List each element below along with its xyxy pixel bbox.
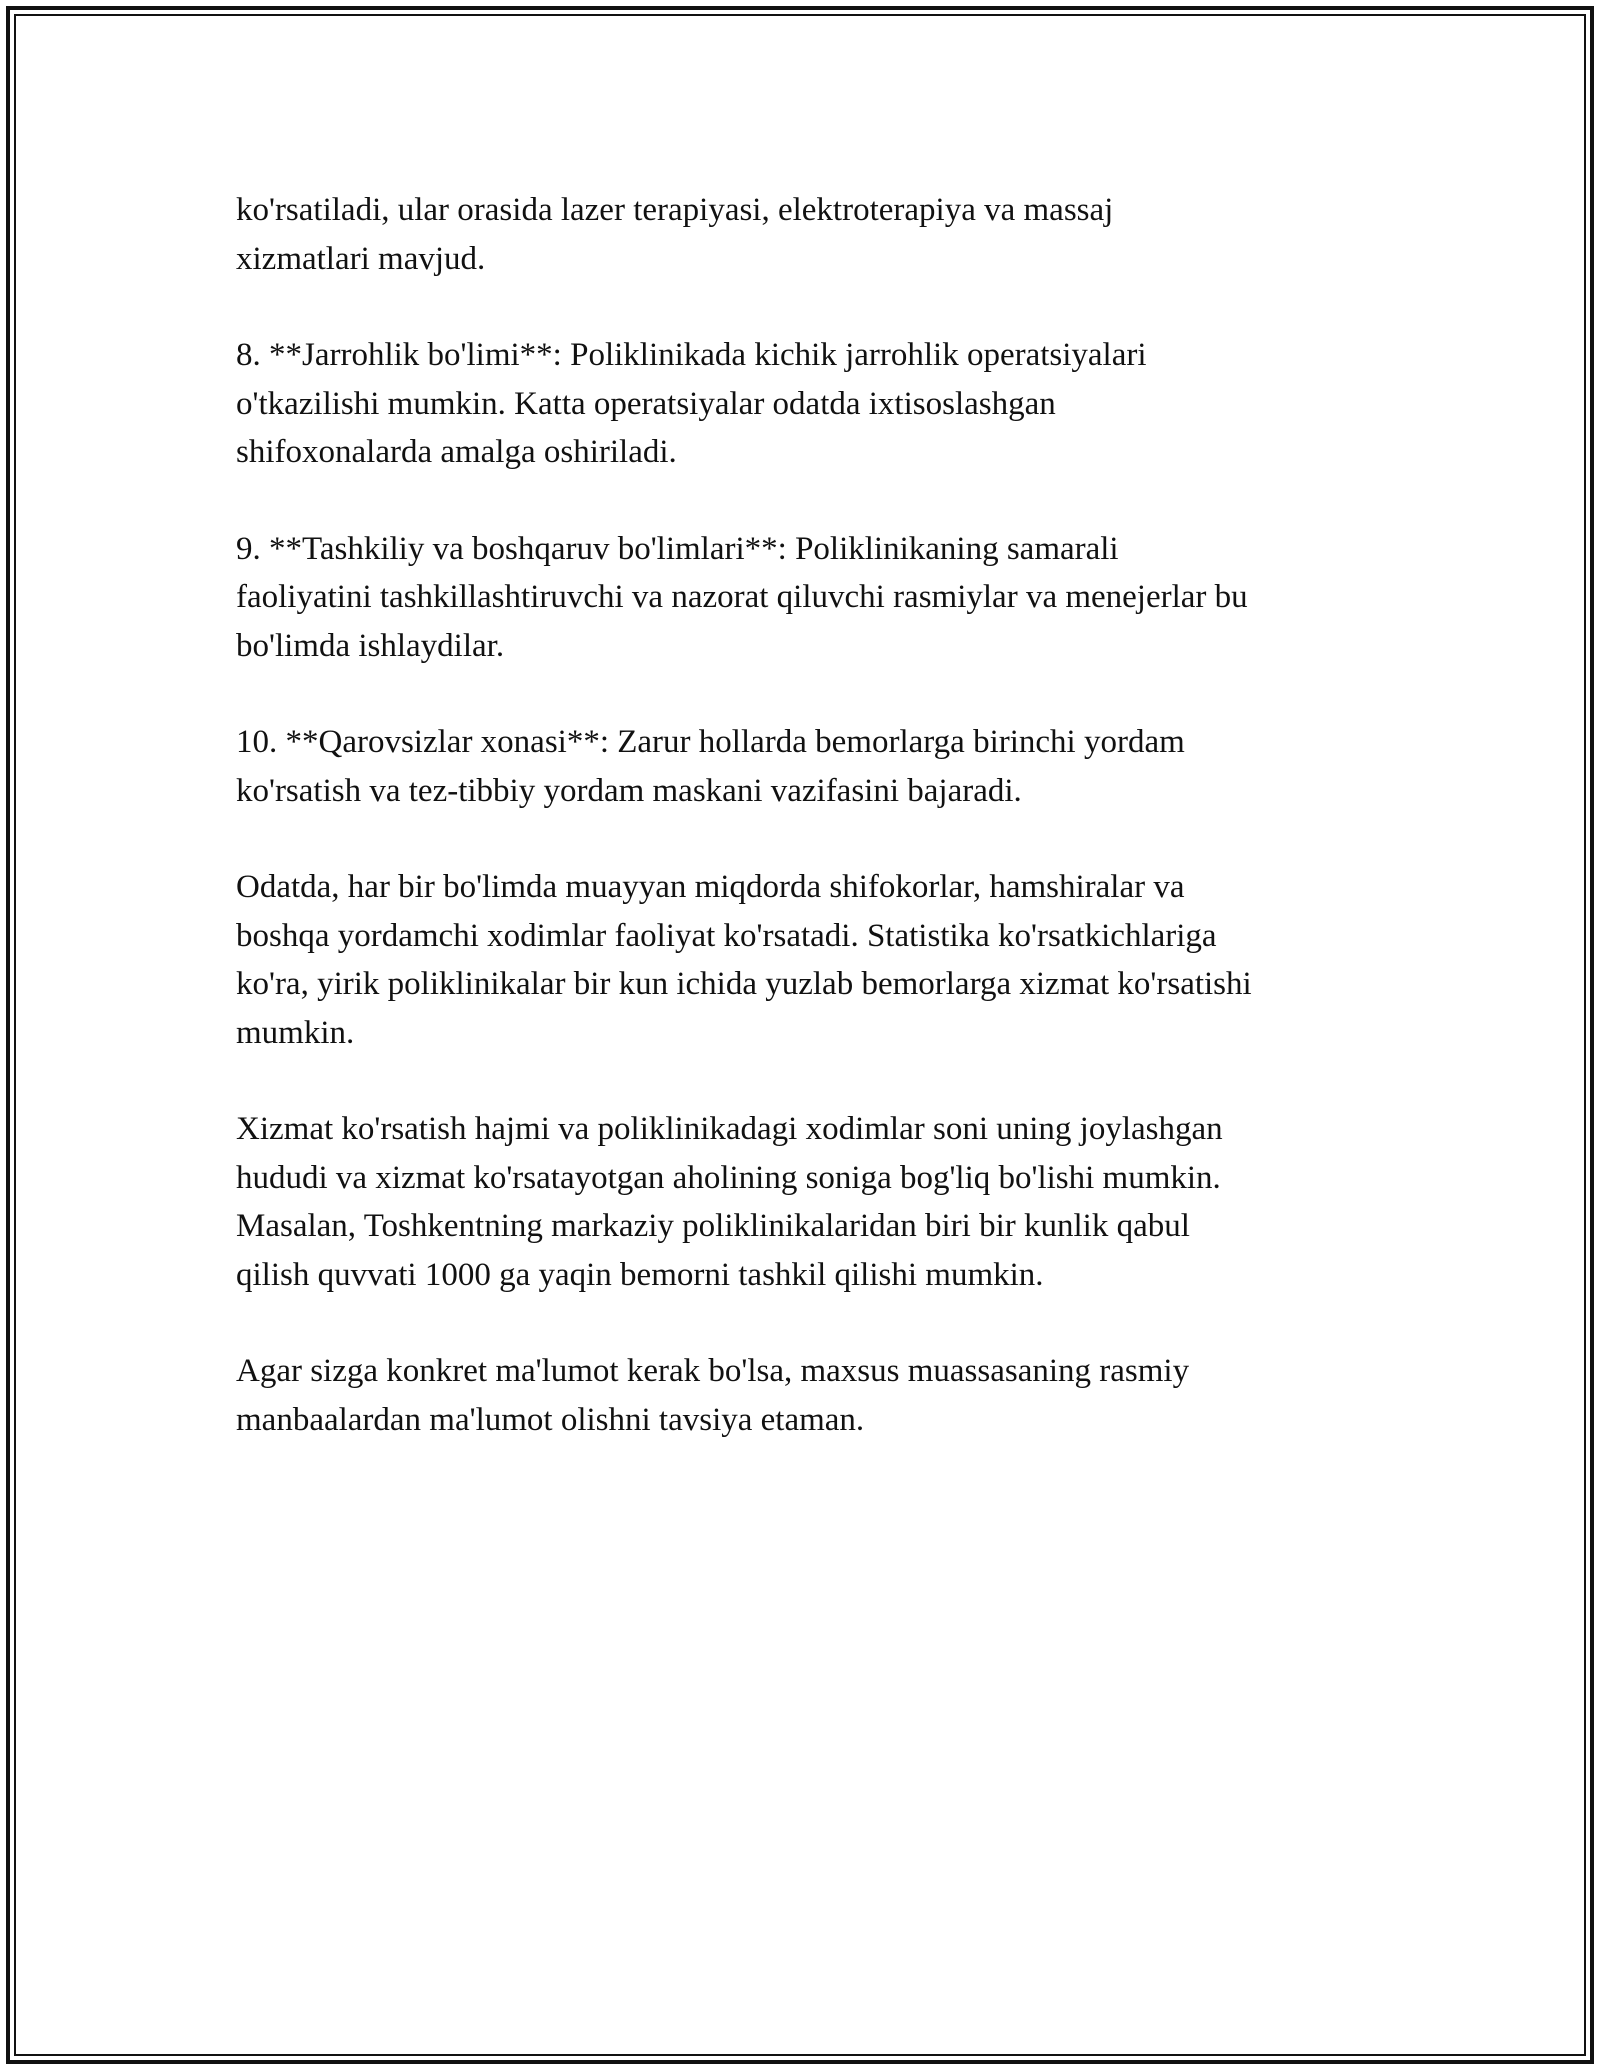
- paragraph-5: [236, 863, 1376, 1057]
- text-line: Masalan, Toshkentning markaziy poliklinikalaridan biri bir kunlik qabul: [236, 1208, 1190, 1244]
- text-line: bo'limda ishlaydilar.: [236, 627, 505, 664]
- text-line: 10. **Qarovsizlar xonasi**: Zarur hollarda bemorlarga birinchi yordam: [236, 724, 1185, 760]
- text-line: ko'ra, yirik poliklinikalar bir kun ichida yuzlab bemorlarga xizmat ko'rsatishi: [236, 966, 1252, 1002]
- paragraph-3: [236, 525, 1376, 671]
- paragraph-6: [236, 1105, 1376, 1299]
- text-line: Xizmat ko'rsatish hajmi va poliklinikadagi xodimlar soni uning joylashgan: [236, 1111, 1223, 1147]
- paragraph-7: [236, 1347, 1376, 1444]
- text-line: boshqa yordamchi xodimlar faoliyat ko'rsatadi. Statistika ko'rsatkichlariga: [236, 917, 1217, 954]
- text-line: ko'rsatiladi, ular orasida lazer terapiyasi, elektroterapiya va massaj: [236, 192, 1114, 228]
- text-line: ko'rsatish va tez-tibbiy yordam maskani vazifasini bajaradi.: [236, 772, 1022, 809]
- text-line: xizmatlari mavjud.: [236, 240, 486, 277]
- paragraph-2: [236, 331, 1376, 477]
- text-line: 9. **Tashkiliy va boshqaruv bo'limlari**: Poliklinikaning samarali: [236, 530, 1119, 567]
- paragraph-1: [236, 186, 1376, 283]
- text-line: Agar sizga konkret ma'lumot kerak bo'lsa, maxsus muassasaning rasmiy: [236, 1353, 1190, 1389]
- text-line: hududi va xizmat ko'rsatayotgan aholining soniga bog'liq bo'lishi mumkin.: [236, 1159, 1221, 1196]
- text-line: 8. **Jarrohlik bo'limi**: Poliklinikada kichik jarrohlik operatsiyalari: [236, 337, 1147, 373]
- text-line: shifoxonalarda amalga oshiriladi.: [236, 434, 677, 470]
- paragraph-4: [236, 718, 1376, 815]
- text-line: o'tkazilishi mumkin. Katta operatsiyalar odatda ixtisoslashgan: [236, 385, 1056, 422]
- text-line: manbaalardan ma'lumot olishni tavsiya etaman.: [236, 1401, 865, 1438]
- text-line: mumkin.: [236, 1014, 355, 1051]
- text-line: Odatda, har bir bo'limda muayyan miqdorda shifokorlar, hamshiralar va: [236, 869, 1185, 905]
- document-body: [236, 186, 1376, 1492]
- text-line: faoliyatini tashkillashtiruvchi va nazorat qiluvchi rasmiylar va menejerlar bu: [236, 579, 1248, 615]
- text-line: qilish quvvati 1000 ga yaqin bemorni tashkil qilishi mumkin.: [236, 1256, 1044, 1293]
